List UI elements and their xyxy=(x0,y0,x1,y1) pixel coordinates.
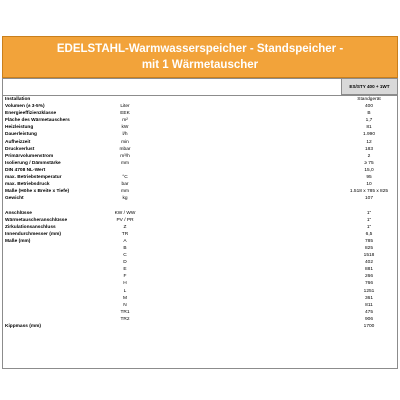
row-unit: m³/h xyxy=(120,153,130,159)
table-row xyxy=(3,323,397,330)
table-row xyxy=(3,266,397,273)
row-label: Maße (mm) xyxy=(5,238,31,244)
row-unit: N xyxy=(123,302,127,308)
table-row xyxy=(3,259,397,266)
row-value: ≥ 75 xyxy=(364,160,374,166)
row-unit: D xyxy=(123,260,127,266)
row-label: Primärvolumenstrom xyxy=(5,153,54,159)
table-row xyxy=(3,131,397,138)
row-value: 1" xyxy=(366,217,372,223)
row-value: Standgerät xyxy=(357,97,381,102)
row-unit: mbar xyxy=(119,146,131,152)
table-row xyxy=(3,110,397,117)
row-unit: Liter xyxy=(120,104,130,110)
row-label: Heizleistung xyxy=(5,125,34,131)
row-unit: bar xyxy=(121,182,129,188)
spec-rows xyxy=(3,96,397,330)
title-banner xyxy=(2,36,398,78)
row-label: Zirkulationsanschluss xyxy=(5,224,56,230)
row-value: 2 xyxy=(367,153,371,159)
row-unit: m² xyxy=(122,118,128,124)
row-unit: C xyxy=(123,253,127,259)
table-row xyxy=(3,288,397,295)
table-row xyxy=(3,316,397,323)
table-row xyxy=(3,252,397,259)
row-unit: E xyxy=(123,267,127,273)
table-row xyxy=(3,238,397,245)
row-unit: Z xyxy=(123,224,127,230)
row-label: Maße (Höhe x Breite x Tiefe) xyxy=(5,189,70,195)
row-unit: B xyxy=(123,245,127,251)
row-label: Energieeffizienzklasse xyxy=(5,111,57,117)
row-unit: L xyxy=(123,288,127,294)
row-value: B xyxy=(367,111,371,117)
row-label: Installation xyxy=(5,97,31,102)
row-label: Anschlüsse xyxy=(5,210,32,216)
table-row xyxy=(3,302,397,309)
row-value: 95 xyxy=(366,175,372,181)
table-row xyxy=(3,231,397,238)
row-unit: kg xyxy=(122,196,128,202)
title-line-2: mit 1 Wärmetauscher xyxy=(141,59,259,71)
row-label: Fläche des Wärmetauschers xyxy=(5,118,70,124)
row-value: 81 xyxy=(366,125,372,131)
row-label: Isolierung / Dämmstärke xyxy=(5,160,61,166)
table-row xyxy=(3,210,397,217)
row-label: DIN 4708 NL-Wert xyxy=(5,167,46,173)
spec-table xyxy=(2,78,398,369)
row-unit: °C xyxy=(122,175,128,181)
row-unit: min xyxy=(121,139,129,145)
table-row xyxy=(3,280,397,287)
row-unit: A xyxy=(123,238,127,244)
table-row xyxy=(3,117,397,124)
row-value: 1" xyxy=(366,210,372,216)
row-value: 361 xyxy=(364,295,373,301)
table-row xyxy=(3,167,397,174)
row-value: 12 xyxy=(366,139,372,145)
model-header: ES/STY 400 + 1WT xyxy=(341,79,397,95)
row-value: 906 xyxy=(364,316,373,322)
table-row xyxy=(3,146,397,153)
row-value: 811 xyxy=(365,302,373,308)
row-unit: EEK xyxy=(120,111,130,117)
table-row xyxy=(3,103,397,110)
table-row xyxy=(3,160,397,167)
row-value: 400 xyxy=(364,104,373,110)
row-label: max. Betriebsdruck xyxy=(5,182,50,188)
row-value: 881 xyxy=(364,267,373,273)
row-value: 183 xyxy=(364,146,373,152)
row-unit: l/h xyxy=(122,132,128,138)
row-value: 475 xyxy=(364,309,373,315)
title-line-1: EDELSTAHL-Warmwasserspeicher - Standspeicher - xyxy=(56,43,344,55)
row-value: 766 xyxy=(364,281,373,287)
row-label: Druckverlust xyxy=(5,146,35,152)
row-unit: H xyxy=(123,281,127,287)
table-row xyxy=(3,309,397,316)
table-row xyxy=(3,217,397,224)
table-row xyxy=(3,181,397,188)
row-label: Aufheizzeit xyxy=(5,139,31,145)
row-value: 1.990 xyxy=(362,132,375,138)
row-value: 1,7 xyxy=(365,118,373,124)
table-row xyxy=(3,295,397,302)
row-label: max. Betriebstemperatur xyxy=(5,175,62,181)
table-row xyxy=(3,224,397,231)
row-value: 266 xyxy=(364,274,373,280)
row-value: 825 xyxy=(364,245,373,251)
table-row xyxy=(3,273,397,280)
row-unit: TR xyxy=(121,231,129,237)
row-value: 1" xyxy=(366,224,372,230)
row-value: 107 xyxy=(364,196,373,202)
row-unit: PV / PR xyxy=(116,217,134,223)
row-value: 1700 xyxy=(363,324,375,329)
row-label: Kippmass (mm) xyxy=(5,324,41,329)
table-row xyxy=(3,174,397,181)
row-value: 785 xyxy=(364,238,373,244)
row-value: 15,0 xyxy=(364,167,374,173)
row-label: Gewicht xyxy=(5,196,24,202)
row-unit: mm xyxy=(121,160,129,166)
table-row xyxy=(3,139,397,146)
table-row xyxy=(3,245,397,252)
row-unit: mm xyxy=(121,189,129,195)
row-label: Volumen (± 3-5%) xyxy=(5,104,45,110)
row-value: 1518 xyxy=(363,253,375,259)
row-label: Wärmetauscheranschlüsse xyxy=(5,217,68,223)
table-row xyxy=(3,96,397,103)
row-unit: TR1 xyxy=(120,309,130,315)
table-row xyxy=(3,124,397,131)
row-label: Innendurchmesser (mm) xyxy=(5,231,61,237)
row-value: 402 xyxy=(364,260,373,266)
row-unit: KW / WW xyxy=(114,210,136,216)
row-unit: kW xyxy=(121,125,129,131)
row-value: 1.518 x 785 x 825 xyxy=(349,189,389,195)
row-unit: M xyxy=(123,295,127,301)
table-row xyxy=(3,153,397,160)
row-value: 10 xyxy=(366,182,372,188)
table-row xyxy=(3,202,397,209)
table-row xyxy=(3,188,397,195)
row-unit: F xyxy=(123,274,127,280)
row-unit: TR2 xyxy=(120,316,130,322)
row-label: Dauerleistung xyxy=(5,132,37,138)
row-value: 6,5 xyxy=(365,231,373,237)
table-row xyxy=(3,195,397,202)
row-value: 1251 xyxy=(363,288,375,294)
